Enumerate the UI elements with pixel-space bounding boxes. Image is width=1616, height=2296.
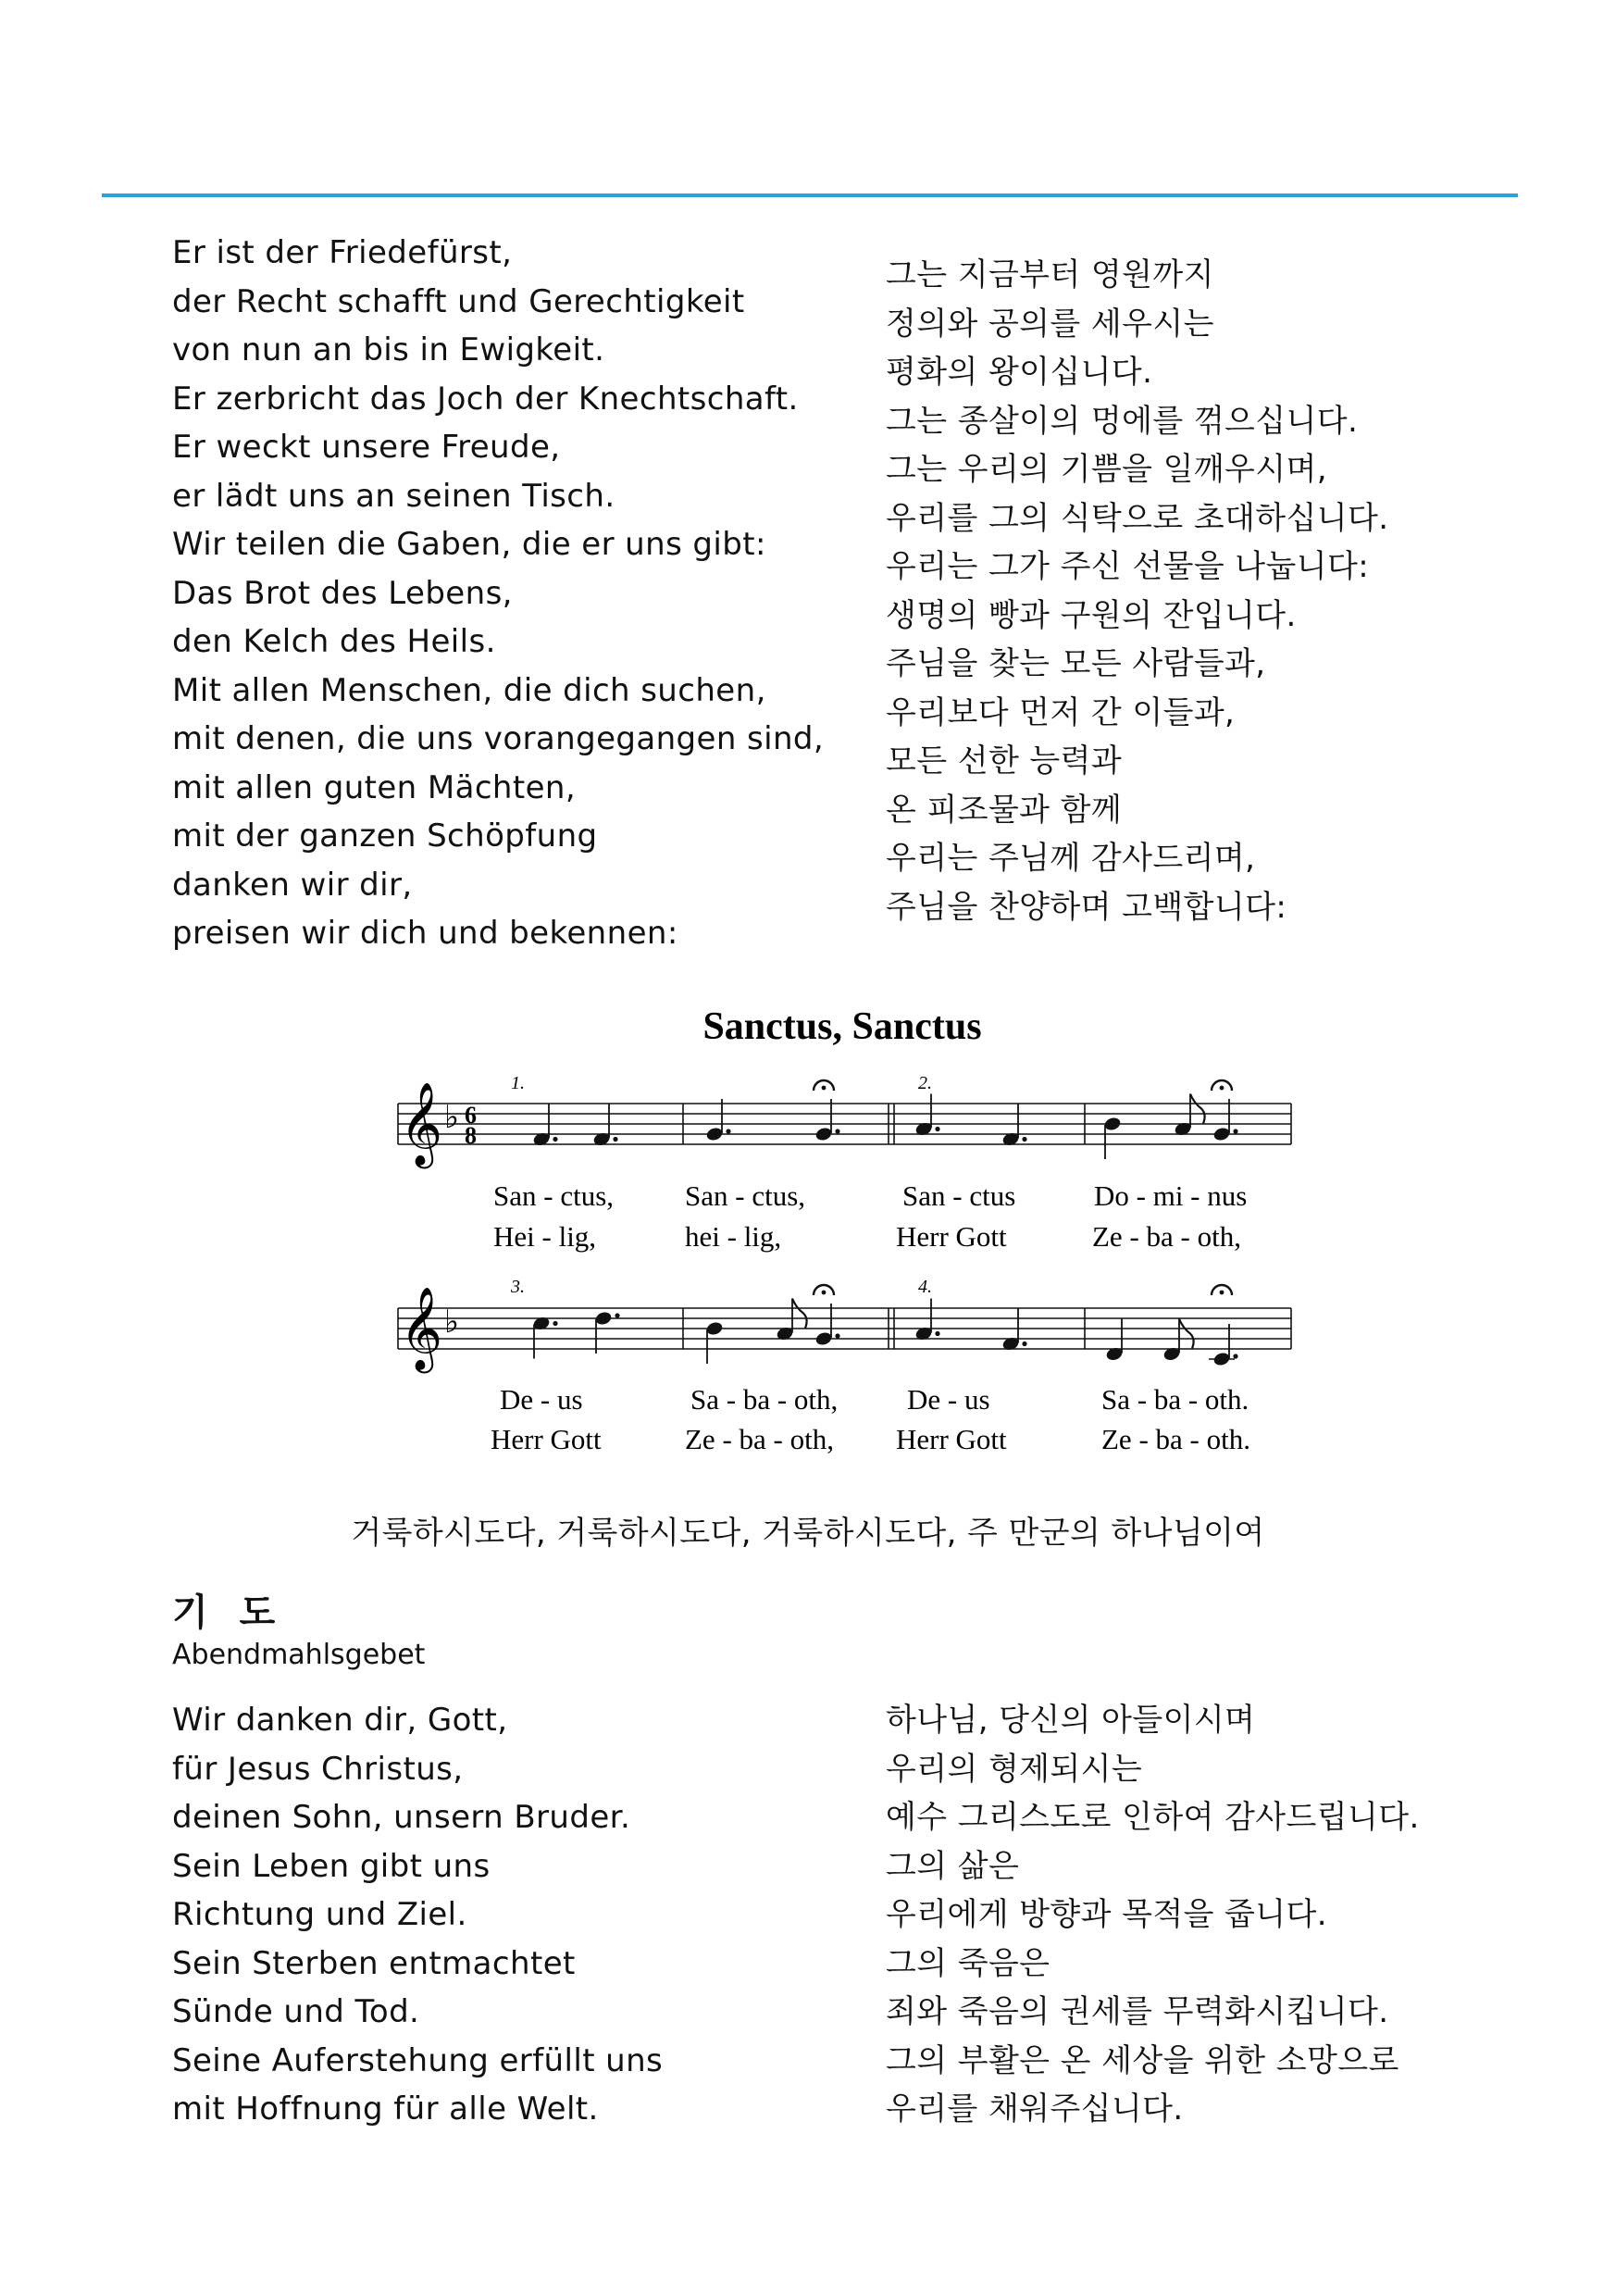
text-line: Das Brot des Lebens,	[172, 574, 513, 612]
text-line: 우리의 형제되시는	[886, 1750, 1143, 1788]
text-line: deinen Sohn, unsern Bruder.	[172, 1799, 631, 1836]
time-signature-top: 6	[465, 1102, 477, 1129]
lyric: Sa - ba - oth.	[1101, 1383, 1249, 1416]
text-line: 평화의 왕이십니다.	[886, 354, 1153, 391]
section1-korean-text	[886, 251, 1389, 931]
phrase-number: 1.	[511, 1073, 525, 1093]
note	[1103, 1116, 1122, 1159]
text-line: Sein Leben gibt uns	[172, 1847, 491, 1885]
text-line: von nun an bis in Ewigkeit.	[172, 331, 605, 368]
lyric: San - ctus	[902, 1179, 1016, 1212]
text-line: 우리를 그의 식탁으로 초대하십니다.	[886, 499, 1389, 537]
lyric: De - us	[500, 1383, 583, 1416]
text-line: 우리는 주님께 감사드리며,	[886, 840, 1256, 877]
text-line: mit der ganzen Schöpfung	[172, 817, 598, 855]
note	[705, 1320, 724, 1364]
note	[1212, 1080, 1238, 1142]
text-line: den Kelch des Heils.	[172, 623, 496, 660]
text-line: mit denen, die uns vorangegangen sind,	[172, 720, 825, 757]
text-line: mit allen guten Mächten,	[172, 768, 577, 806]
note	[914, 1094, 940, 1138]
section-heading-german: Abendmahlsgebet	[172, 1639, 426, 1671]
section1-german-text	[172, 229, 824, 958]
section-heading-korean: 기 도	[172, 1591, 285, 1634]
lyric: Herr Gott	[896, 1220, 1007, 1253]
lyric: San - ctus,	[685, 1179, 806, 1212]
text-line: 예수 그리스도로 인하여 감사드립니다.	[886, 1799, 1420, 1836]
text-line: 모든 선한 능력과	[886, 742, 1123, 780]
note	[1001, 1104, 1027, 1148]
text-line: 우리는 그가 주신 선물을 나눕니다:	[886, 548, 1370, 585]
text-line: er lädt uns an seinen Tisch.	[172, 477, 615, 515]
text-line: 우리를 채워주십니다.	[886, 2090, 1184, 2128]
lyric: Herr Gott	[896, 1423, 1007, 1455]
text-line: 죄와 죽음의 권세를 무력화시킵니다.	[886, 1993, 1389, 2030]
text-line: 정의와 공의를 세우시는	[886, 305, 1214, 343]
text-line: Er weckt unsere Freude,	[172, 429, 561, 466]
lyric: Ze - ba - oth,	[685, 1423, 834, 1455]
text-line: 그는 지금부터 영원까지	[886, 256, 1214, 293]
text-line: der Recht schafft und Gerechtigkeit	[172, 282, 745, 320]
text-line: Er ist der Friedefürst,	[172, 234, 513, 271]
lyric: Herr Gott	[491, 1423, 602, 1455]
sanctus-score	[389, 991, 1296, 1491]
text-line: Wir teilen die Gaben, die er uns gibt:	[172, 526, 766, 563]
treble-clef-icon: 𝄞	[400, 1288, 443, 1368]
top-rule	[102, 193, 1518, 197]
lyric: Sa - ba - oth,	[690, 1383, 839, 1416]
note	[814, 1285, 840, 1347]
text-line: 그는 종살이의 멍에를 꺾으십니다.	[886, 402, 1359, 440]
lyric: Hei - lig,	[493, 1220, 597, 1253]
text-line: 우리보다 먼저 간 이들과,	[886, 693, 1236, 731]
flat-icon: ♭	[444, 1305, 460, 1340]
note	[776, 1299, 807, 1342]
flat-icon: ♭	[444, 1101, 460, 1135]
note	[532, 1104, 558, 1148]
text-line: preisen wir dich und bekennen:	[172, 915, 678, 952]
notes-system-1	[532, 1080, 1238, 1159]
text-line: für Jesus Christus,	[172, 1750, 464, 1788]
text-line: mit Hoffnung für alle Welt.	[172, 2090, 599, 2128]
text-line: 그의 부활은 온 세상을 위한 소망으로	[886, 2041, 1399, 2079]
text-line: 그의 삶은	[886, 1847, 1020, 1885]
lyric: Ze - ba - oth,	[1092, 1220, 1241, 1253]
lyric: hei - lig,	[685, 1220, 782, 1253]
section2-german-text	[172, 1696, 663, 2134]
note	[1105, 1319, 1124, 1363]
text-line: 그의 죽음은	[886, 1944, 1050, 1982]
note	[814, 1080, 840, 1142]
note	[592, 1104, 618, 1148]
phrase-number: 3.	[511, 1277, 525, 1297]
sanctus-caption: 거룩하시도다, 거룩하시도다, 거룩하시도다, 주 만군의 하나님이여	[351, 1515, 1265, 1552]
text-line: Seine Auferstehung erfüllt uns	[172, 2041, 664, 2079]
text-line: 그는 우리의 기쁨을 일깨우시며,	[886, 451, 1328, 488]
text-line: 온 피조물과 함께	[886, 791, 1123, 829]
text-line: Er zerbricht das Joch der Knechtschaft.	[172, 380, 799, 418]
text-line: Wir danken dir, Gott,	[172, 1702, 508, 1739]
note	[1162, 1319, 1194, 1363]
note	[914, 1299, 940, 1342]
treble-clef-icon: 𝄞	[400, 1083, 443, 1164]
lyric: De - us	[907, 1383, 990, 1416]
staff-system-1	[398, 1104, 1291, 1144]
text-line: 하나님, 당신의 아들이시며	[886, 1702, 1256, 1739]
lyric: Do - mi - nus	[1094, 1179, 1248, 1212]
phrase-number: 4.	[918, 1277, 932, 1297]
staff-system-2	[398, 1308, 1291, 1349]
note	[594, 1310, 620, 1354]
note	[705, 1099, 731, 1142]
lyric: San - ctus,	[493, 1179, 615, 1212]
text-line: Mit allen Menschen, die dich suchen,	[172, 671, 766, 709]
text-line: Richtung und Ziel.	[172, 1896, 467, 1933]
notes-system-2	[532, 1285, 1238, 1367]
section2-korean-text	[886, 1696, 1420, 2134]
text-line: 주님을 찾는 모든 사람들과,	[886, 645, 1266, 682]
note	[532, 1316, 558, 1359]
note	[1001, 1309, 1027, 1353]
lyric: Ze - ba - oth.	[1101, 1423, 1250, 1455]
note	[1174, 1094, 1205, 1138]
text-line: Sein Sterben entmachtet	[172, 1944, 576, 1982]
note	[1209, 1285, 1238, 1367]
text-line: 주님을 찬양하며 고백합니다:	[886, 888, 1287, 926]
text-line: Sünde und Tod.	[172, 1993, 420, 2030]
score-title: Sanctus, Sanctus	[702, 1005, 982, 1048]
text-line: danken wir dir,	[172, 866, 413, 904]
phrase-number: 2.	[918, 1073, 932, 1093]
time-signature-bottom: 8	[465, 1122, 477, 1149]
text-line: 생명의 빵과 구원의 잔입니다.	[886, 596, 1297, 634]
text-line: 우리에게 방향과 목적을 줍니다.	[886, 1896, 1328, 1933]
